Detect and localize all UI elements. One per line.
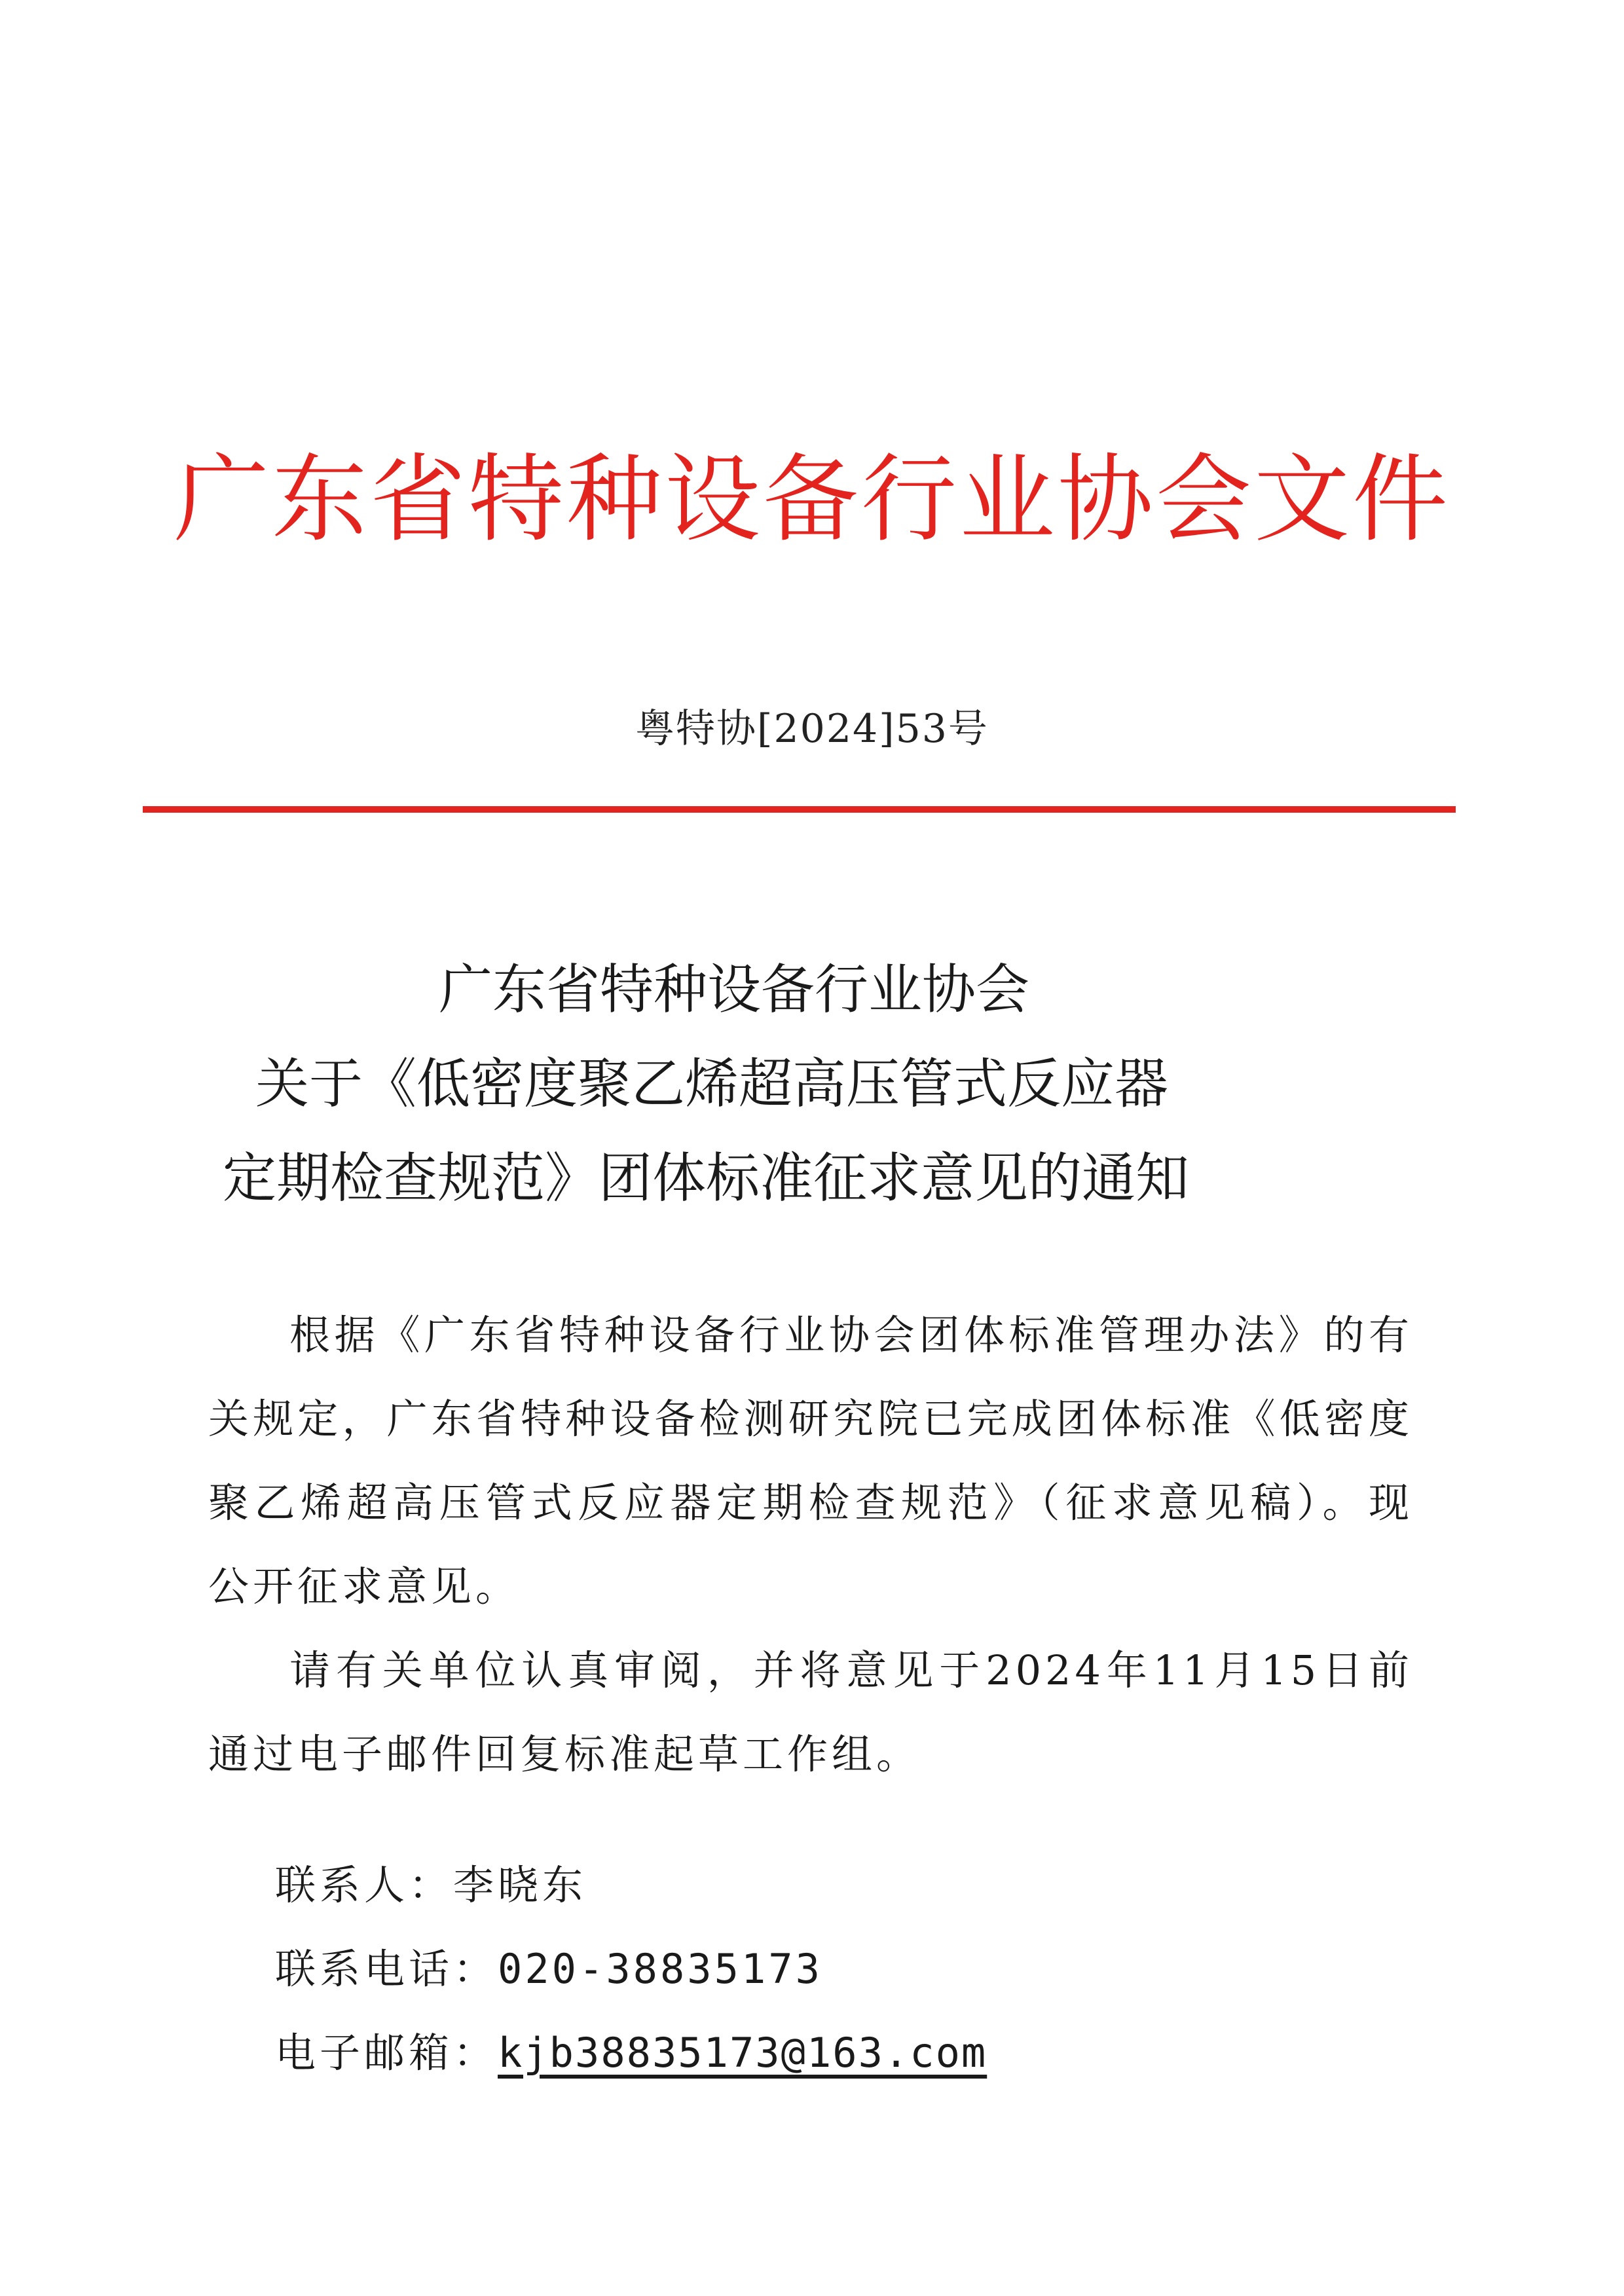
notice-title-line-1: 广东省特种设备行业协会 (439, 959, 1030, 1021)
contact-person-label: 联系人： (275, 1861, 454, 1909)
contact-phone-row (275, 1927, 987, 2011)
notice-body (208, 1293, 1413, 1796)
notice-title-line-2: 关于《低密度聚乙烯超高压管式反应器 (255, 1053, 1169, 1115)
org-header-title: 广东省特种设备行业协会文件 (174, 444, 1450, 555)
contact-email-row (275, 2011, 987, 2095)
contact-phone-label: 联系电话： (275, 1945, 498, 1993)
contact-person-value: 李晓东 (453, 1861, 587, 1909)
notice-title (223, 943, 1349, 1226)
contact-block (275, 1843, 987, 2095)
contact-email-label: 电子邮箱： (275, 2029, 498, 2077)
contact-email-link[interactable]: kjb38835173@163.com (498, 2029, 987, 2077)
contact-phone-value: 020-38835173 (498, 1945, 822, 1993)
contact-person-row (275, 1843, 987, 1927)
body-paragraph-2: 请有关单位认真审阅，并将意见于2024年11月15日前通过电子邮件回复标准起草工作组。 (208, 1646, 1413, 1778)
document-number: 粤特协[2024]53号 (635, 706, 989, 752)
red-divider-line (143, 806, 1456, 813)
body-paragraph-1: 根据《广东省特种设备行业协会团体标准管理办法》的有关规定，广东省特种设备检测研究院已完成团体标准《低密度聚乙烯超高压管式反应器定期检查规范》（征求意见稿）。现公开征求意见。 (208, 1311, 1413, 1610)
notice-title-line-3: 定期检查规范》团体标准征求意见的通知 (223, 1147, 1190, 1210)
